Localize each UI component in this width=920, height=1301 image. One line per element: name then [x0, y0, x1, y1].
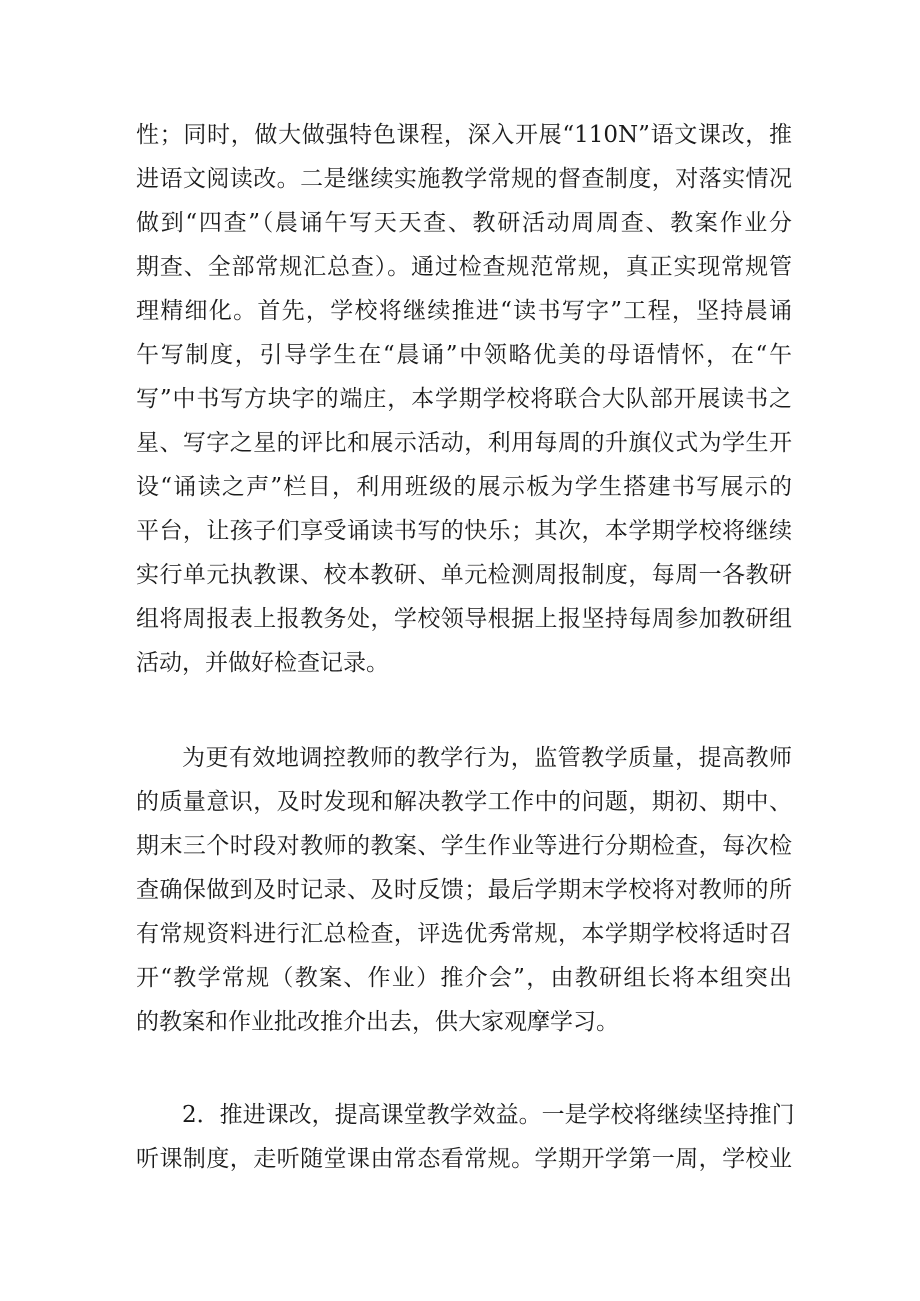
- paragraph-line: 性；同时，做大做强特色课程，深入开展“110N”语文课改，推: [136, 122, 792, 148]
- paragraph-line: 期查、全部常规汇总查）。通过检查规范常规，真正实现常规管: [136, 254, 792, 280]
- paragraph-line: 实行单元执教课、校本教研、单元检测周报制度，每周一各教研: [136, 562, 792, 588]
- paragraph-3: [136, 1093, 795, 1181]
- paragraph-line: 星、写字之星的评比和展示活动，利用每周的升旗仪式为学生开: [136, 430, 792, 456]
- paragraph-line: 的教案和作业批改推介出去，供大家观摩学习。: [136, 1009, 619, 1035]
- paragraph-line: 活动，并做好检查记录。: [136, 650, 389, 676]
- paragraph-line: 写”中书写方块字的端庄，本学期学校将联合大队部开展读书之: [136, 386, 792, 412]
- paragraph-line: 的质量意识，及时发现和解决教学工作中的问题，期初、期中、: [136, 789, 792, 815]
- paragraph-line: 期末三个时段对教师的教案、学生作业等进行分期检查，每次检: [136, 833, 792, 859]
- paragraph-2: [136, 736, 792, 1044]
- paragraph-line: 设“诵读之声”栏目，利用班级的展示板为学生搭建书写展示的: [136, 474, 792, 500]
- paragraph-1: [136, 113, 792, 685]
- paragraph-line: 为更有效地调控教师的教学行为，监管教学质量，提高教师: [182, 745, 792, 771]
- paragraph-line: 开“教学常规（教案、作业）推介会”，由教研组长将本组突出: [136, 965, 792, 991]
- paragraph-line: 2．推进课改，提高课堂教学效益。一是学校将继续坚持推门: [182, 1102, 795, 1128]
- paragraph-line: 有常规资料进行汇总检查，评选优秀常规，本学期学校将适时召: [136, 921, 792, 947]
- paragraph-line: 午写制度，引导学生在“晨诵”中领略优美的母语情怀，在“午: [136, 342, 792, 368]
- paragraph-line: 查确保做到及时记录、及时反馈；最后学期末学校将对教师的所: [136, 877, 792, 903]
- paragraph-line: 平台，让孩子们享受诵读书写的快乐；其次，本学期学校将继续: [136, 518, 792, 544]
- paragraph-line: 做到“四查”（晨诵午写天天查、教研活动周周查、教案作业分: [136, 210, 792, 236]
- paragraph-line: 组将周报表上报教务处，学校领导根据上报坚持每周参加教研组: [136, 606, 792, 632]
- paragraph-line: 理精细化。首先，学校将继续推进“读书写字”工程，坚持晨诵: [136, 298, 792, 324]
- paragraph-line: 进语文阅读改。二是继续实施教学常规的督查制度，对落实情况: [136, 166, 792, 192]
- paragraph-line: 听课制度，走听随堂课由常态看常规。学期开学第一周，学校业: [136, 1146, 792, 1172]
